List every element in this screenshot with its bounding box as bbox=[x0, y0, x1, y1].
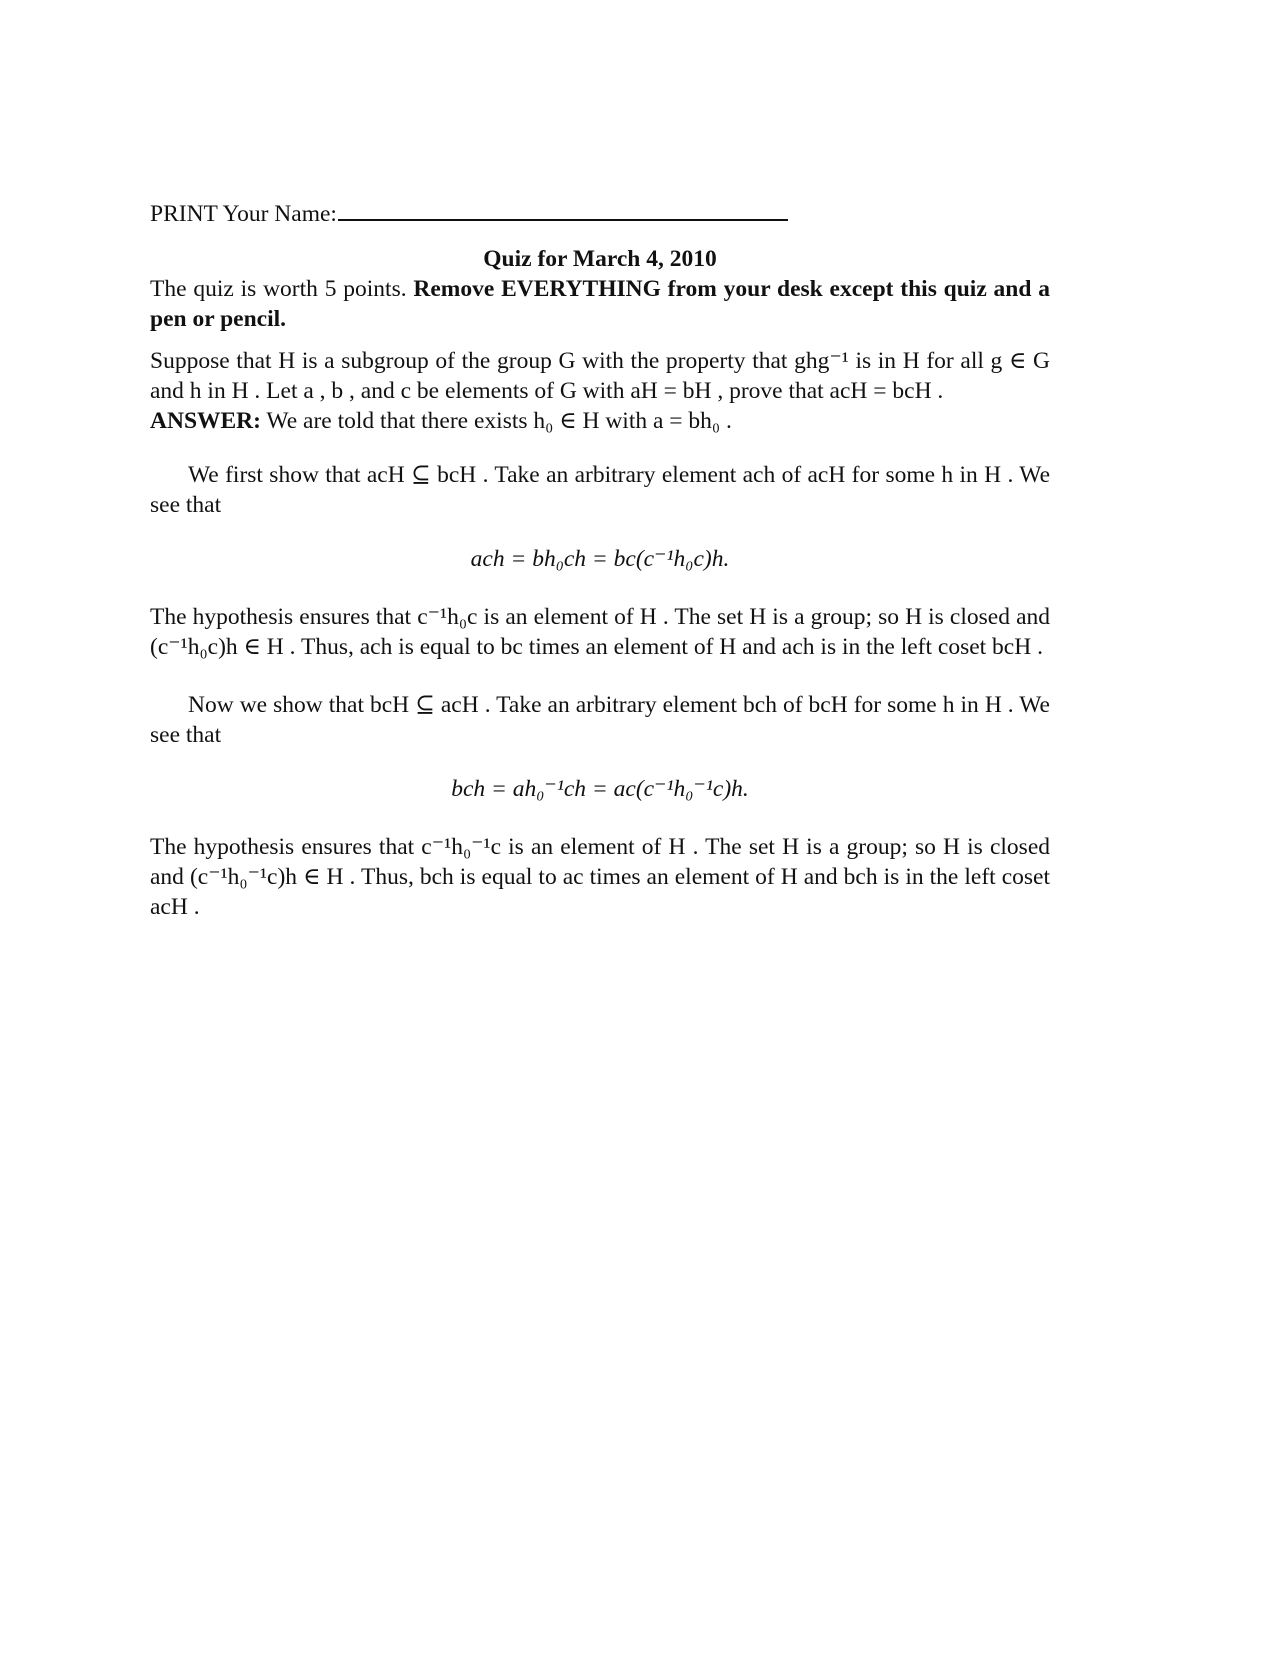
proof-paragraph-4: The hypothesis ensures that c⁻¹h₀⁻¹c is an element of H . The set H is a group; so H is closed and (c⁻¹h₀⁻¹c)h ∈ H . Thus, bch is equal to ac times an element of H and bch is in the left coset acH . bbox=[150, 834, 1050, 920]
answer-intro: We are told that there exists h₀ ∈ H with a = bh₀ . bbox=[260, 408, 732, 434]
proof-paragraph-2: The hypothesis ensures that c⁻¹h₀c is an element of H . The set H is a group; so H is closed and (c⁻¹h₀c)h ∈ H . Thus, ach is equal to bc times an element of H and ach is in the left coset bcH . bbox=[150, 604, 1050, 660]
proof-paragraph-3: Now we show that bcH ⊆ acH . Take an arbitrary element bch of bcH for some h in H . We see that bbox=[150, 692, 1050, 748]
problem-block bbox=[150, 346, 1050, 436]
name-label: PRINT Your Name: bbox=[150, 201, 337, 227]
name-blank-line bbox=[338, 199, 788, 221]
instructions-plain: The quiz is worth 5 points. bbox=[150, 276, 414, 302]
display-equation-1: ach = bh₀ch = bc(c⁻¹h₀c)h. bbox=[470, 546, 730, 572]
answer-line bbox=[150, 406, 1050, 436]
display-equation-2: bch = ah₀⁻¹ch = ac(c⁻¹h₀⁻¹c)h. bbox=[451, 776, 749, 802]
instructions-bold: Remove EVERYTHING from your desk except this quiz and a pen or pencil. bbox=[150, 276, 1050, 332]
name-field-row bbox=[150, 199, 788, 229]
quiz-instructions bbox=[150, 274, 1050, 334]
quiz-page bbox=[150, 0, 1050, 1656]
problem-statement: Suppose that H is a subgroup of the group G with the property that ghg⁻¹ is in H for all g ∈ G and h in H . Let a , b , and c be elements of G with aH = bH , prove that acH = bcH . bbox=[150, 348, 1050, 404]
quiz-title: Quiz for March 4, 2010 bbox=[483, 246, 717, 272]
answer-label: ANSWER: bbox=[150, 408, 261, 434]
proof-paragraph-1: We first show that acH ⊆ bcH . Take an arbitrary element ach of acH for some h in H . We see that bbox=[150, 462, 1050, 518]
